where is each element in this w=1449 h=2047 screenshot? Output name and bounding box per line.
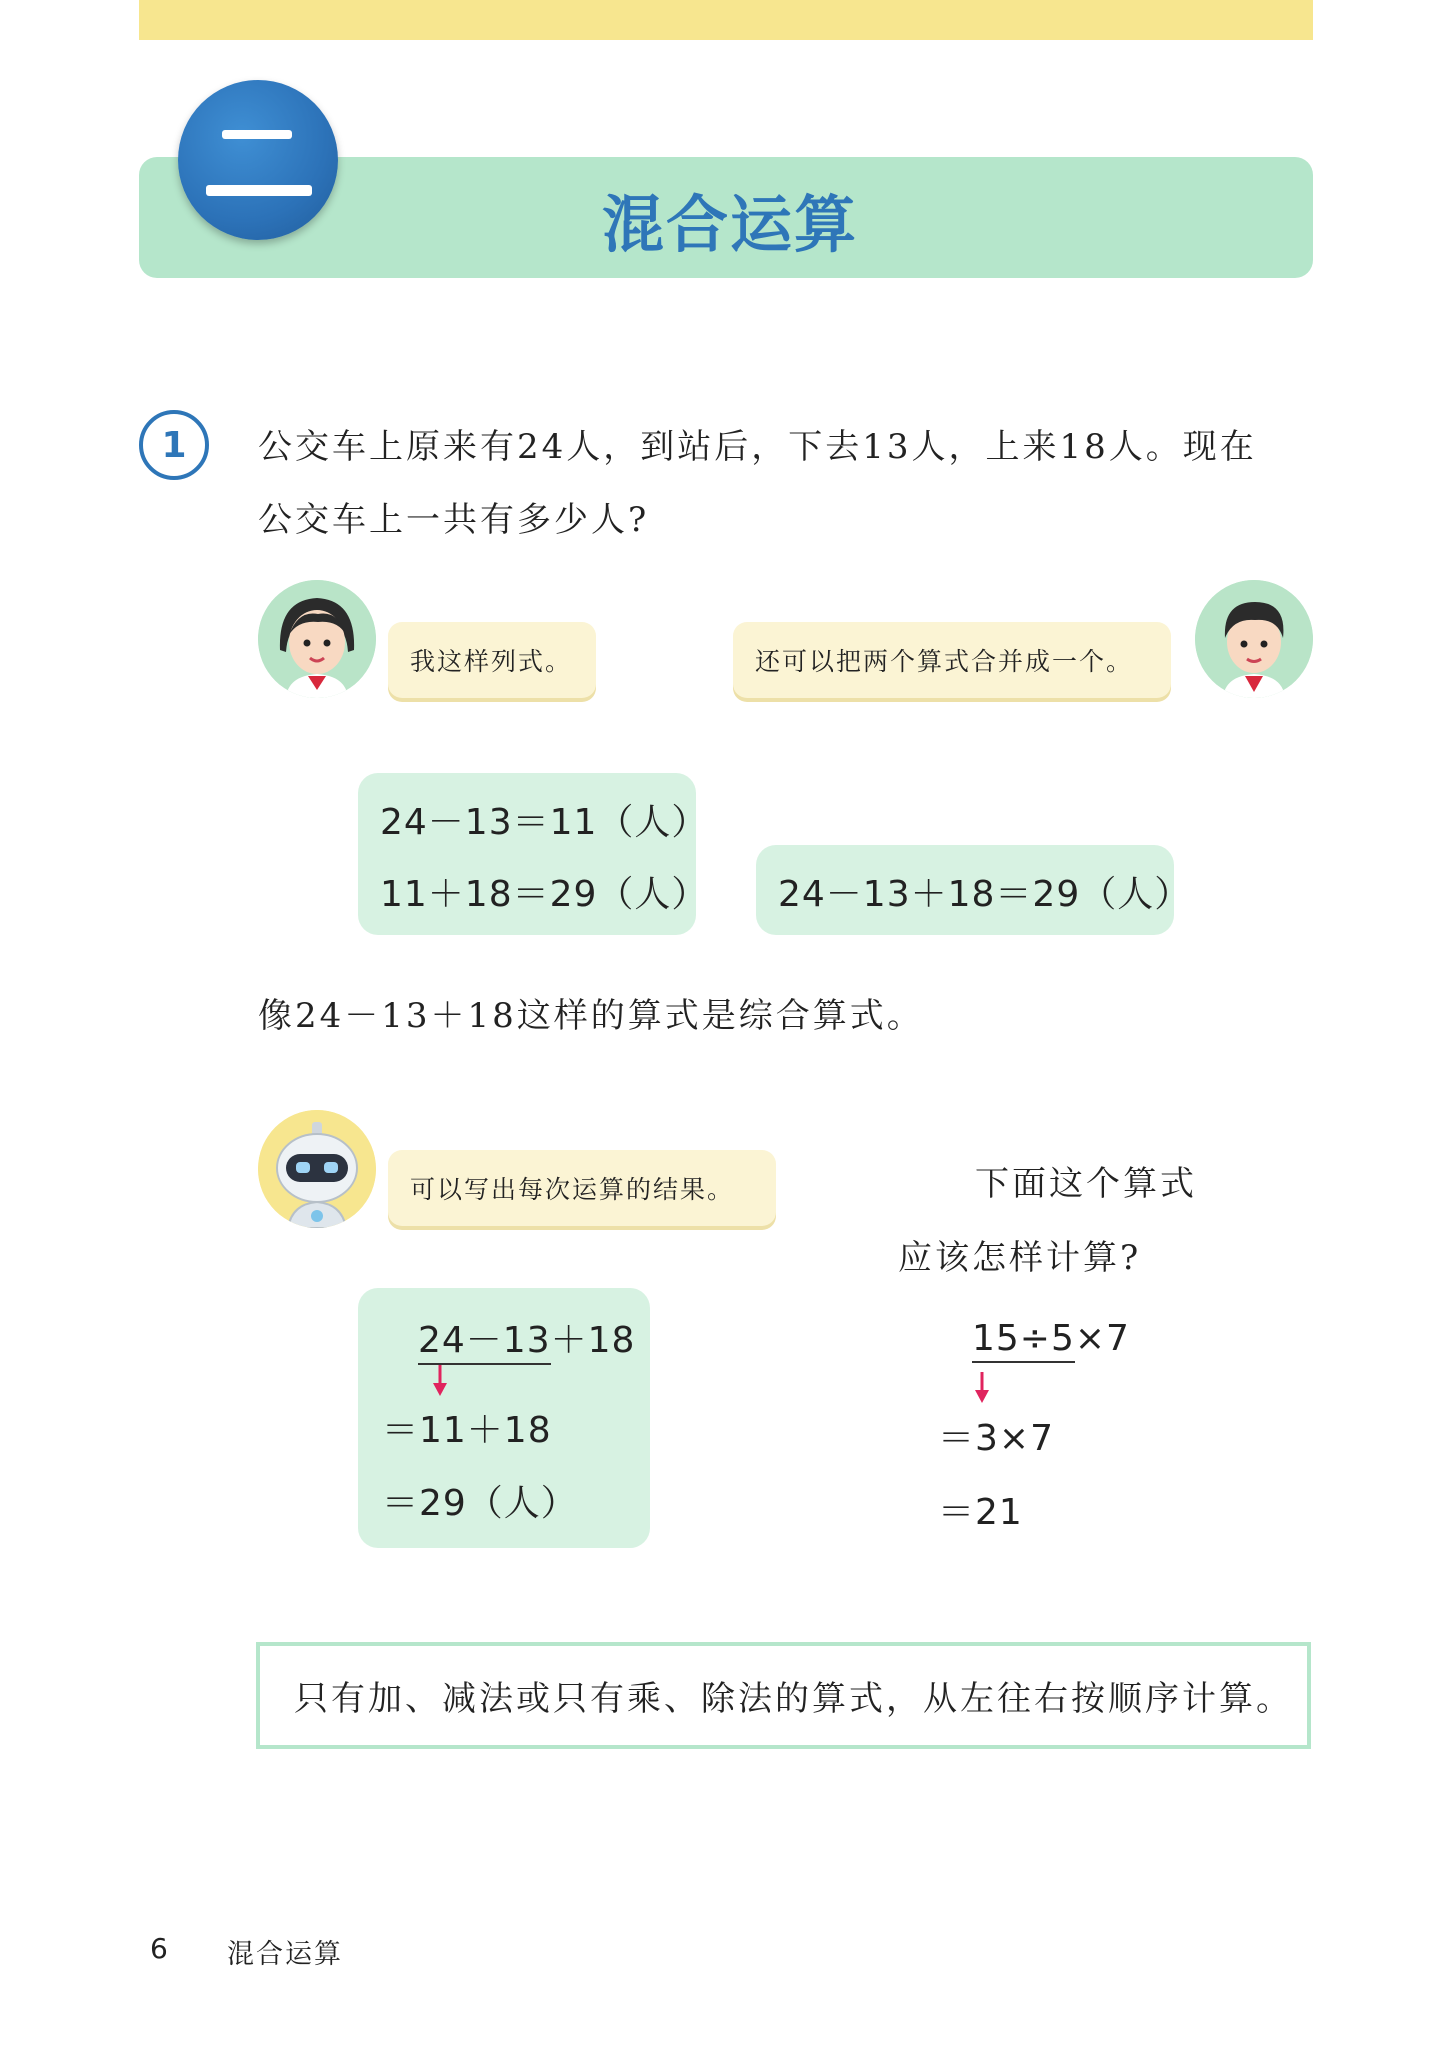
robot-icon xyxy=(258,1110,376,1228)
robot-speech-bubble xyxy=(388,1150,776,1226)
unit-number-stroke-top xyxy=(222,130,292,139)
definition-text: 像24－13＋18这样的算式是综合算式。 xyxy=(258,996,924,1036)
question-line-2: 应该怎样计算? xyxy=(898,1238,1142,1278)
girl-speech-bubble xyxy=(388,622,596,698)
down-arrow-icon xyxy=(974,1372,990,1408)
down-arrow-icon xyxy=(432,1365,448,1401)
boy-speech-text: 还可以把两个算式合并成一个。 xyxy=(755,647,1134,676)
rule-text: 只有加、减法或只有乘、除法的算式，从左往右按顺序计算。 xyxy=(294,1679,1293,1719)
worked-step-2: ＝29（人） xyxy=(382,1483,578,1524)
question-line-1: 下面这个算式 xyxy=(975,1164,1197,1204)
question-step-1: ＝3×7 xyxy=(938,1418,1054,1459)
boy-speech-bubble xyxy=(733,622,1171,698)
worked-expression-underlined: 24－13 xyxy=(418,1320,551,1365)
step-formula-1: 24－13＝11（人） xyxy=(380,802,709,843)
question-expression-rest: ×7 xyxy=(1074,1318,1130,1359)
unit-number-stroke-bottom xyxy=(206,185,312,196)
top-strip xyxy=(139,0,1313,40)
rule-box xyxy=(256,1642,1311,1749)
girl-student-icon xyxy=(258,580,376,698)
question-expression xyxy=(972,1318,1130,1359)
problem-line-2: 公交车上一共有多少人? xyxy=(258,500,650,540)
unit-title: 混合运算 xyxy=(601,188,858,261)
combined-formula: 24－13＋18＝29（人） xyxy=(778,874,1192,915)
worked-step-1: ＝11＋18 xyxy=(382,1410,552,1451)
boy-student-icon xyxy=(1195,580,1313,698)
footer-section-title: 混合运算 xyxy=(227,1939,343,1970)
page-number: 6 xyxy=(150,1932,168,1965)
example-number-badge xyxy=(139,410,209,480)
unit-number-badge xyxy=(178,80,338,240)
girl-speech-text: 我这样列式。 xyxy=(410,647,573,676)
robot-speech-text: 可以写出每次运算的结果。 xyxy=(410,1175,735,1204)
problem-line-1: 公交车上原来有24人，到站后，下去13人，上来18人。现在 xyxy=(258,427,1257,467)
question-step-2: ＝21 xyxy=(938,1492,1023,1533)
example-number: 1 xyxy=(161,424,187,466)
worked-expression-rest: ＋18 xyxy=(550,1320,636,1361)
step-formula-2: 11＋18＝29（人） xyxy=(380,874,709,915)
question-expression-underlined: 15÷5 xyxy=(972,1318,1075,1363)
worked-expression xyxy=(418,1312,635,1363)
